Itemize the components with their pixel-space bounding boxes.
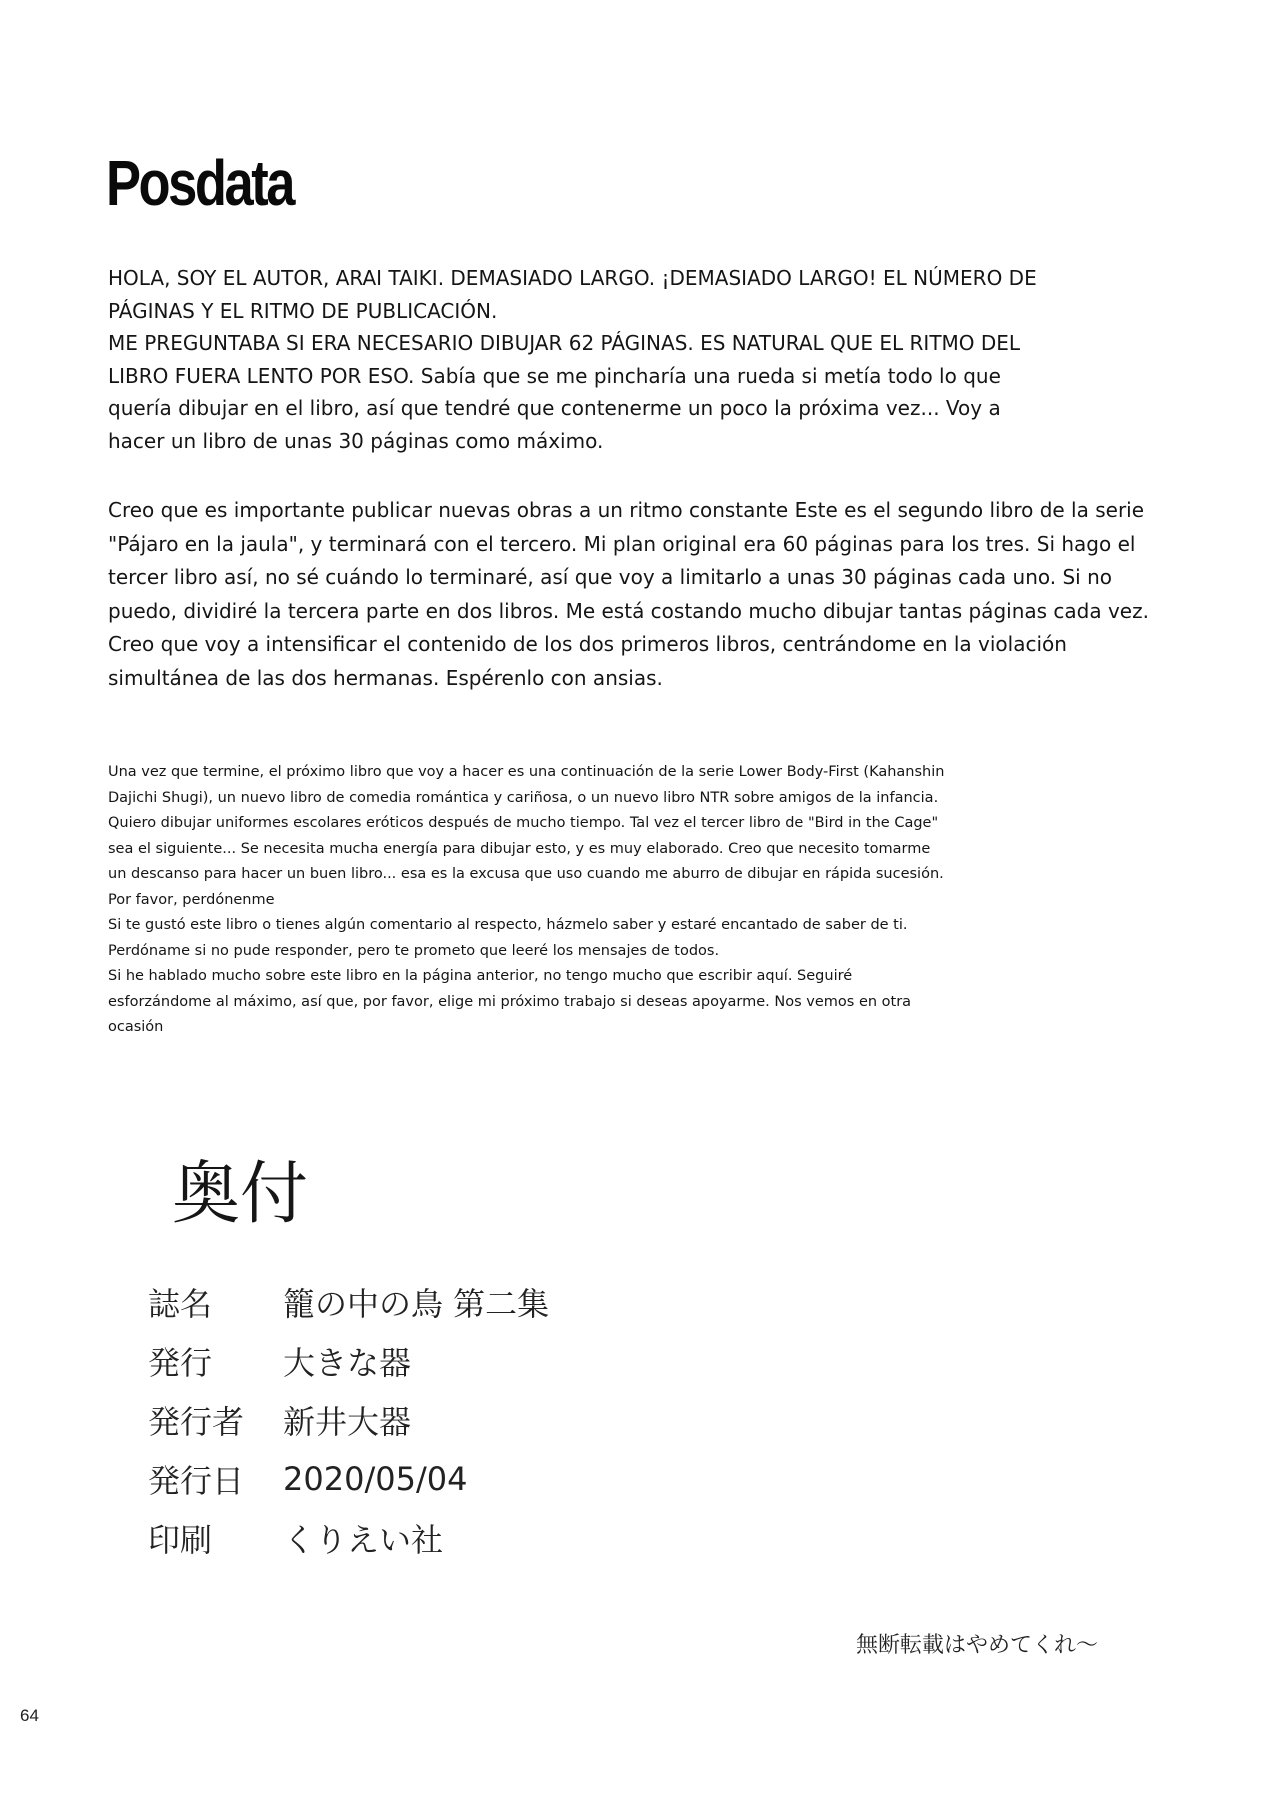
colophon-label: 印刷 <box>148 1520 213 1559</box>
colophon-value: 大きな器 <box>283 1343 412 1382</box>
text-line: hacer un libro de unas 30 páginas como máximo. <box>108 428 604 453</box>
colophon-row <box>148 1390 549 1449</box>
page-number: 64 <box>20 1706 39 1725</box>
text-line: Una vez que termine, el próximo libro que voy a hacer es una continuación de la serie Lower Body-First (Kahanshin <box>108 764 945 780</box>
colophon-value: 2020/05/04 <box>283 1459 468 1498</box>
afterword-paragraph-3 <box>108 760 1123 1041</box>
text-line: Si he hablado mucho sobre este libro en la página anterior, no tengo mucho que escribir aquí. Seguiré <box>108 968 853 984</box>
colophon-value: くりえい社 <box>283 1520 444 1559</box>
text-line: un descanso para hacer un buen libro... esa es la excusa que uso cuando me aburro de dibujar en rápida sucesión. <box>108 866 944 882</box>
colophon-row <box>148 1331 549 1390</box>
text-line: Por favor, perdónenme <box>108 891 275 908</box>
text-line: quería dibujar en el libro, así que tendré que contenerme un poco la próxima vez... Voy a <box>108 396 1001 420</box>
colophon-list <box>148 1272 549 1567</box>
colophon-title: 奥付 <box>172 1155 309 1234</box>
colophon-value: 新井大器 <box>283 1402 412 1441</box>
afterword-paragraph-2: Creo que es importante publicar nuevas obras a un ritmo constante Este es el segundo libro de la serie "Pájaro en la jaula", y terminará con el tercero. Mi plan original era 60 páginas para los tres. Si hago el tercer libro así, no sé cuándo lo terminaré, así que voy a limitarlo a unas 30 páginas cada uno. Si no puedo, dividiré la tercera parte en dos libros. Me está costando mucho dibujar tantas páginas cada vez. Creo que voy a intensificar el contenido de los dos primeros libros, centrándome en la violación simultánea de las dos hermanas. Espérenlo con ansias. <box>108 498 1149 690</box>
text-line: LIBRO FUERA LENTO POR ESO. Sabía que se me pincharía una rueda si metía todo lo que <box>108 363 1001 388</box>
colophon-value: 籠の中の鳥 第二集 <box>283 1284 550 1323</box>
text-line: ocasión <box>108 1019 164 1035</box>
text-line: Dajichi Shugi), un nuevo libro de comedia romántica y cariñosa, o un nuevo libro NTR sobre amigos de la infancia. <box>108 789 939 806</box>
text-line: sea el siguiente... Se necesita mucha energía para dibujar esto, y es muy elaborado. Creo que necesito tomarme <box>108 840 931 857</box>
colophon-label: 発行 <box>148 1343 213 1382</box>
text-line: Quiero dibujar uniformes escolares eróticos después de mucho tiempo. Tal vez el tercer libro de "Bird in the Cage" <box>108 815 939 831</box>
colophon-row <box>148 1508 549 1567</box>
colophon-row <box>148 1449 549 1508</box>
colophon-row <box>148 1272 549 1331</box>
colophon-label: 発行日 <box>148 1461 245 1500</box>
reprint-notice: 無断転載はやめてくれ～ <box>856 1633 1099 1658</box>
text-line: Perdóname si no pude responder, pero te prometo que leeré los mensajes de todos. <box>108 942 720 959</box>
text-line: HOLA, SOY EL AUTOR, ARAI TAIKI. DEMASIADO LARGO. ¡DEMASIADO LARGO! EL NÚMERO DE <box>108 266 1037 290</box>
text-line: Si te gustó este libro o tienes algún comentario al respecto, házmelo saber y estaré encantado de saber de ti. <box>108 917 908 933</box>
text-line: esforzándome al máximo, así que, por favor, elige mi próximo trabajo si deseas apoyarme. Nos vemos en otra <box>108 993 912 1010</box>
page-title: Posdata <box>106 147 293 219</box>
colophon-label: 誌名 <box>148 1284 213 1323</box>
afterword-paragraph-1 <box>108 262 1173 457</box>
text-line: PÁGINAS Y EL RITMO DE PUBLICACIÓN. <box>108 298 498 323</box>
text-line: ME PREGUNTABA SI ERA NECESARIO DIBUJAR 62 PÁGINAS. ES NATURAL QUE EL RITMO DEL <box>108 331 1021 355</box>
colophon-label: 発行者 <box>148 1402 245 1441</box>
